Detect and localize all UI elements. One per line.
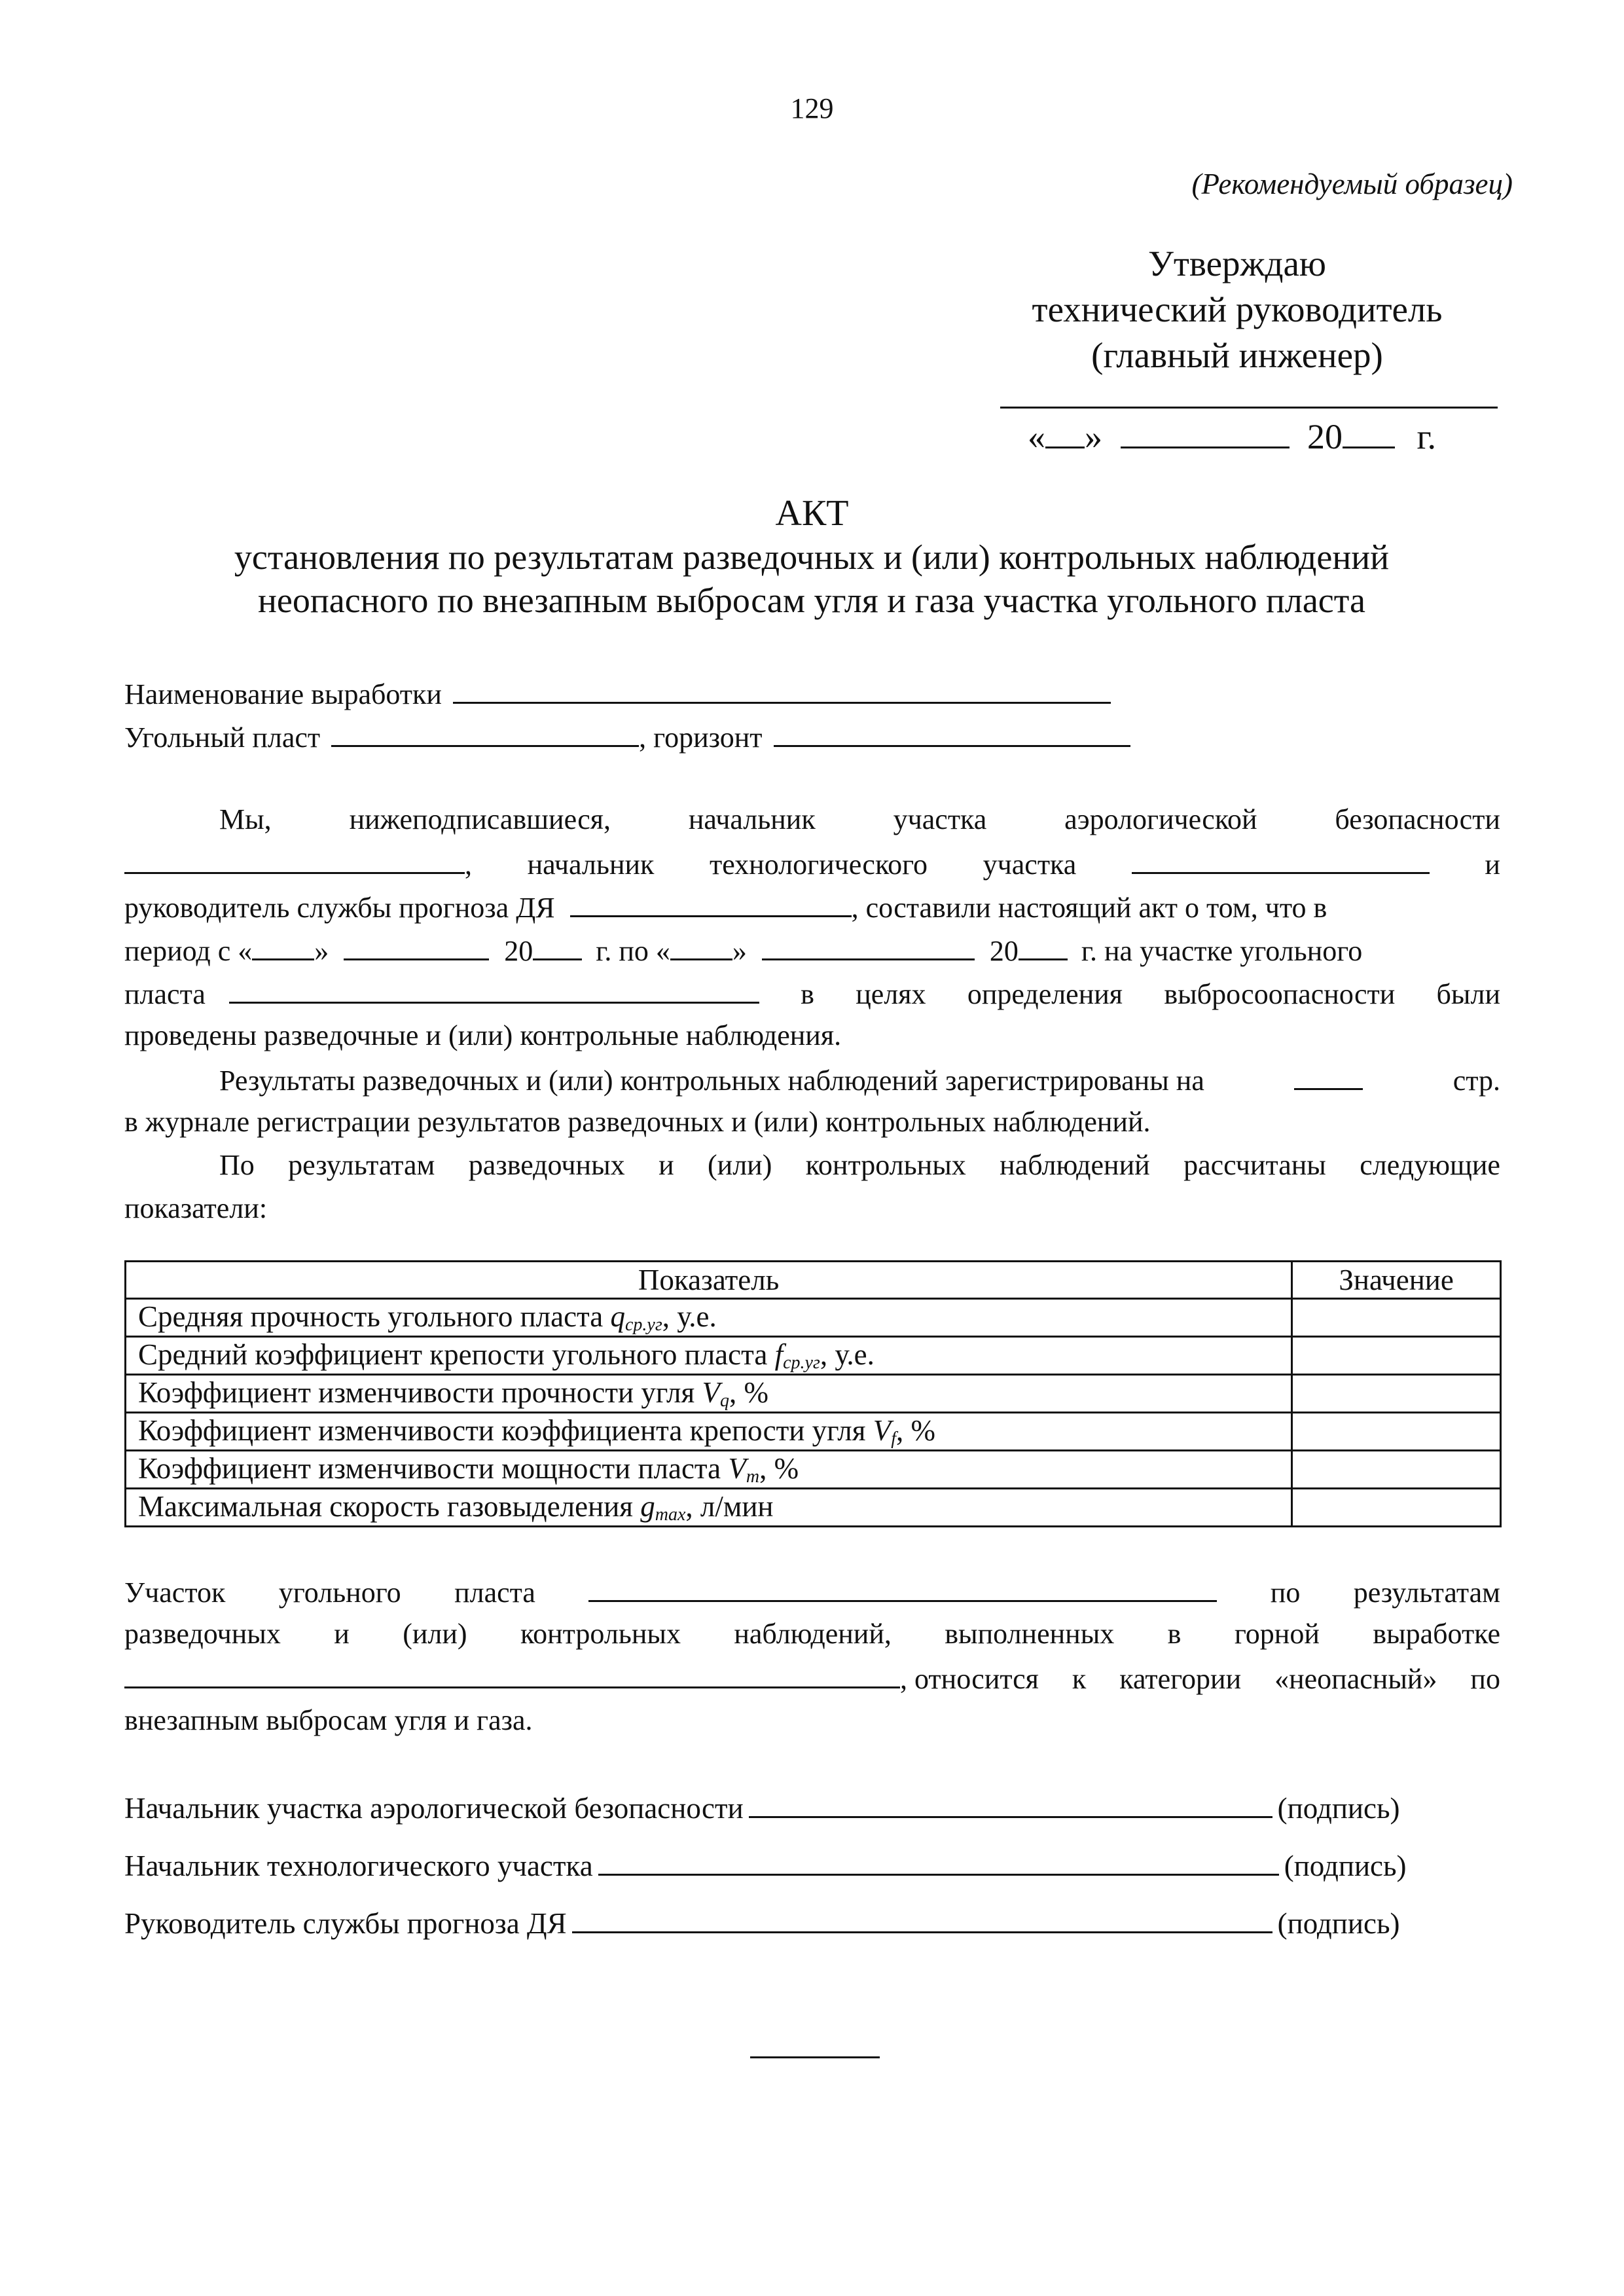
aero-chief-name-blank [124,846,465,874]
table-row [126,1299,1501,1337]
indicator-text: Средняя прочность угольного пласта [138,1300,611,1333]
indicator-subscript: ср.уг [783,1353,820,1373]
indicators-table [124,1260,1502,1527]
word: выработке [1373,1618,1500,1650]
word: (или) [403,1618,467,1650]
table-row [126,1413,1501,1451]
table-header-row [126,1262,1501,1299]
date-close-quote: » [1085,417,1102,456]
approval-date [1028,416,1436,457]
word: начальник [527,848,655,881]
conclusion-line-1 [124,1574,1500,1609]
header-value: Значение [1292,1262,1501,1299]
horizon-blank [774,719,1130,747]
indicator-cell [126,1299,1292,1337]
word: выбросоопасности [1164,978,1396,1010]
working-name-field [124,676,1111,711]
table-row [126,1489,1501,1527]
document-subtitle [124,536,1499,622]
sample-note: (Рекомендуемый образец) [1191,168,1513,200]
signature-tech-chief [124,1848,1407,1883]
signature-suffix: (подпись) [1277,1792,1400,1825]
indicator-symbol: g [640,1490,655,1523]
indicator-unit: , % [729,1376,768,1409]
indicator-cell [126,1451,1292,1489]
indicator-cell [126,1489,1292,1527]
indicator-unit: , % [895,1414,935,1447]
indicator-text: Коэффициент изменчивости мощности пласта [138,1452,729,1485]
seam-name-blank [229,975,759,1004]
word: По [219,1149,255,1181]
word: пласта [454,1576,535,1609]
header-indicator: Показатель [126,1262,1292,1299]
text: руководитель службы прогноза ДЯ [124,892,555,924]
word: Участок [124,1576,226,1609]
text: период с « [124,935,253,967]
date-open-quote: « [1028,417,1045,456]
seam-section-blank [588,1574,1217,1602]
signature-blank [572,1905,1272,1933]
comma: , [465,848,472,881]
horizon-label: , горизонт [639,721,763,754]
approval-line-1: Утверждаю [1147,244,1327,283]
para2-line-2: в журнале регистрации результатов разведочных и (или) контрольных наблюдений. [124,1106,1151,1138]
word: наблюдений [1000,1149,1150,1181]
table-row [126,1451,1501,1489]
word: , относится [900,1663,1039,1695]
indicator-unit: , % [759,1452,799,1485]
to-month-blank [762,932,975,960]
word: в [801,978,814,1010]
page-number: 129 [790,92,834,124]
indicator-subscript: m [746,1467,760,1487]
value-cell[interactable] [1292,1299,1501,1337]
word: и [1485,848,1500,881]
journal-page-blank [1294,1062,1363,1090]
to-year-blank [1019,932,1068,960]
signature-forecast-chief [124,1905,1399,1941]
word: Мы, [219,803,272,835]
para1-line-6: проведены разведочные и (или) контрольные наблюдения. [124,1019,842,1051]
word: безопасности [1335,803,1500,835]
approval-signature-line [1000,407,1498,409]
indicator-text: Средний коэффициент крепости угольного пласта [138,1338,775,1371]
word: определения [967,978,1123,1010]
word: (или) [708,1149,772,1181]
indicator-text: Максимальная скорость газовыделения [138,1490,641,1523]
word: наблюдений, [734,1618,892,1650]
text: г. по « [596,935,670,967]
para1-line-2 [124,846,1500,881]
word: категории [1119,1663,1242,1695]
para3-line-2: показатели: [124,1192,268,1224]
coal-seam-label: Угольный пласт [124,721,321,754]
text: Результаты разведочных и (или) контрольных наблюдений зарегистрированы на [219,1065,1204,1097]
indicator-symbol: V [873,1414,892,1447]
indicator-unit: , л/мин [685,1490,774,1523]
forecast-chief-name-blank [570,889,852,917]
signature-suffix: (подпись) [1284,1850,1407,1882]
tech-chief-name-blank [1132,846,1430,874]
from-day-blank [252,932,314,960]
end-divider [750,2056,880,2058]
aero-chief-blank-group [124,846,472,881]
word: и [659,1149,674,1181]
working-name-label: Наименование выработки [124,678,442,710]
document-title: АКТ [775,493,849,534]
indicator-cell [126,1413,1292,1451]
working-name-blank [453,676,1111,704]
word: к [1072,1663,1087,1695]
value-cell[interactable] [1292,1489,1501,1527]
table-row [126,1337,1501,1375]
word: контрольных [520,1618,681,1650]
indicator-text: Коэффициент изменчивости коэффициента крепости угля [138,1414,873,1447]
indicator-symbol: V [702,1376,720,1409]
date-day-blank [1045,420,1085,448]
word: рассчитаны [1183,1149,1326,1181]
date-month-blank [1121,420,1290,448]
date-suffix: г. [1416,417,1437,456]
signature-aero-chief [124,1790,1399,1825]
word: результатам [288,1149,435,1181]
indicator-subscript: q [719,1391,729,1411]
word: нижеподписавшиеся, [349,803,611,835]
para1-line-3 [124,889,1327,924]
word: по [1470,1663,1500,1695]
word: технологического [709,848,928,881]
table-row [126,1375,1501,1413]
text: » [314,935,329,967]
mine-working-blank [124,1660,900,1688]
signature-label: Начальник участка аэрологической безопасности [124,1792,744,1825]
to-day-blank [670,932,732,960]
text: пласта [124,978,206,1010]
from-month-blank [344,932,489,960]
indicator-subscript: ср.уг [625,1315,662,1335]
coal-seam-field [124,719,1130,754]
indicator-unit: , у.е. [820,1338,875,1371]
word: и [334,1618,350,1650]
conclusion-line-4: внезапным выбросам угля и газа. [124,1704,533,1736]
signature-blank [598,1848,1279,1876]
para1-line-1 [219,803,1500,836]
text: стр. [1453,1065,1500,1097]
subtitle-line-1: установления по результатам разведочных и (или) контрольных наблюдений [234,538,1390,577]
indicator-symbol: V [728,1452,746,1485]
word: разведочных [468,1149,625,1181]
text: 20 [989,935,1019,967]
indicator-unit: , у.е. [662,1300,717,1333]
text: » [732,935,747,967]
indicator-symbol: q [610,1300,625,1333]
date-year-blank [1343,420,1395,448]
word: целях [856,978,926,1010]
date-year: 20 [1307,417,1343,456]
text: , составили настоящий акт о том, что в [851,892,1327,924]
word: угольного [278,1576,401,1609]
word: в [1167,1618,1182,1650]
signature-suffix: (подпись) [1277,1907,1400,1940]
working-group [124,1660,1039,1696]
indicator-text: Коэффициент изменчивости прочности угля [138,1376,702,1409]
para2-line-1 [219,1062,1500,1097]
indicator-subscript: f [891,1429,896,1449]
signature-blank [749,1790,1272,1818]
para1-line-5 [124,975,1500,1011]
seam-group [124,975,759,1011]
para1-line-4 [124,932,1362,968]
word: следующие [1360,1149,1500,1181]
word: по [1270,1576,1301,1609]
word: выполненных [945,1618,1115,1650]
subtitle-line-2: неопасного по внезапным выбросам угля и газа участка угольного пласта [258,581,1365,620]
signature-label: Руководитель службы прогноза ДЯ [124,1907,567,1940]
text: 20 [504,935,533,967]
conclusion-line-2 [124,1617,1500,1650]
word: результатам [1353,1576,1500,1609]
word: аэрологической [1064,803,1257,835]
approval-line-3: (главный инженер) [1091,335,1383,375]
conclusion-line-3 [124,1660,1500,1696]
value-cell[interactable] [1292,1337,1501,1375]
indicator-symbol: f [774,1338,784,1371]
coal-seam-blank [331,719,639,747]
word: разведочных [124,1618,281,1650]
approval-line-2: технический руководитель [1032,289,1443,329]
word: участка [983,848,1077,881]
indicator-cell [126,1337,1292,1375]
word: горной [1234,1618,1320,1650]
para3-line-1 [219,1148,1500,1182]
word: начальник [688,803,816,835]
signature-label: Начальник технологического участка [124,1850,593,1882]
value-cell[interactable] [1292,1451,1501,1489]
word: были [1436,978,1500,1010]
word: контрольных [805,1149,966,1181]
from-year-blank [533,932,582,960]
value-cell[interactable] [1292,1375,1501,1413]
indicator-cell [126,1375,1292,1413]
word: участка [893,803,987,835]
value-cell[interactable] [1292,1413,1501,1451]
indicator-subscript: max [655,1504,686,1525]
text: г. на участке угольного [1081,935,1363,967]
word: «неопасный» [1274,1663,1437,1695]
